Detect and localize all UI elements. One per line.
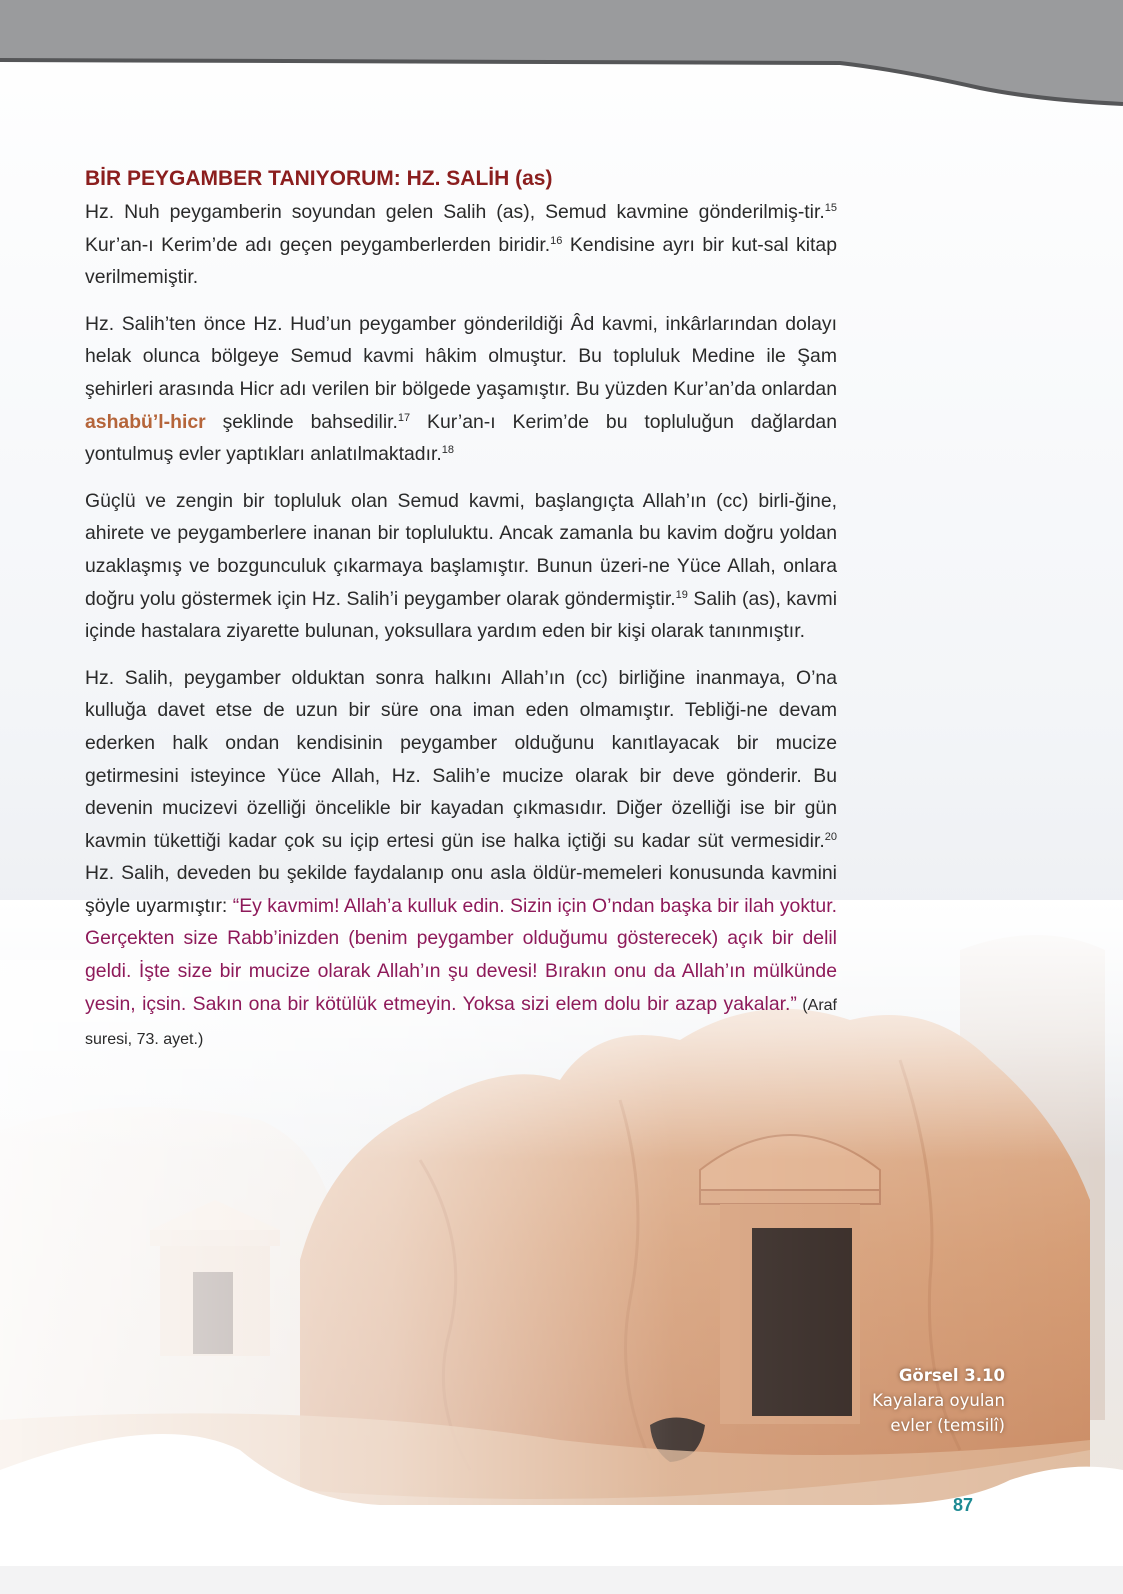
- paragraph-3: Güçlü ve zengin bir topluluk olan Semud kavmi, başlangıçta Allah’ın (cc) birli-ğine, ahirete ve peygamberlere inanan bir topluluktu. Ancak zamanla bu kavim doğru yoldan uzaklaşmış ve bozgunculuk çıkarmaya başlamıştır. Bunun üzeri-ne Yüce Allah, onlara doğru yolu göstermek için Hz. Salih’i peygamber olarak göndermiştir.$^{19}$ Salih (as), kavmi içinde hastalara ziyarette bulunan, yoksullara yardım eden bir kişi olarak tanınmıştır.: [85, 489, 838, 643]
- footnote-ref: 18: [441, 444, 454, 457]
- highlighted-term: ashabü’l-hicr: [85, 410, 206, 433]
- image-caption: [872, 1363, 1005, 1438]
- page-number: 87: [953, 1495, 974, 1515]
- footnote-ref: 17: [397, 411, 411, 424]
- main-content: [85, 164, 837, 1071]
- footnote-ref: 19: [675, 588, 688, 601]
- section-title: BİR PEYGAMBER TANIYORUM: HZ. SALİH (as): [85, 167, 553, 190]
- footnote-ref: 20: [824, 830, 837, 843]
- paragraph-4: Hz. Salih, peygamber olduktan sonra halkını Allah’ın (cc) birliğine inanmaya, O’na kulluğa davet etse de uzun bir süre ona iman eden olmamıştır. Tebliği-ne devam ederken halk ondan kendisinin peygamber olduğunu kanıtlayacak bir mucize getirmesini isteyince Yüce Allah, Hz. Salih’e mucize olarak bir deve gönderir. Bu devenin mucizevi özelliği öncelikle bir kayadan çıkmasıdır. Diğer özelliği ise bir gün kavmin tükettiği kadar çok su içip ertesi gün ise halka içtiği su kadar süt vermesidir.$^{20}$ Hz. Salih, deveden bu şekilde faydalanıp onu asla öldür-memeleri konusunda kavmini şöyle uyarmıştır: “Ey kavmim! Allah’a kulluk edin. Sizin için O’ndan başka bir ilah yoktur. Gerçekten size Rabb’inizden (benim peygamber olduğumu gösterecek) açık bir delil geldi. İşte size bir mucize olarak Allah’ın şu devesi! Bırakın onu da Allah’ın mülkünde yesin, içsin. Sakın ona bir kötülük etmeyin. Yoksa sizi elem dolu bir azap yakalar.” (Araf suresi, 73. ayet.): [85, 666, 837, 1049]
- paragraph-2: Hz. Salih’ten önce Hz. Hud’un peygamber gönderildiği Âd kavmi, inkârlarından dolayı helak olunca bölgeye Semud kavmi hâkim olmuştur. Bu topluluk Medine ile Şam şehirleri arasında Hicr adı verilen bir bölgede yaşamıştır. Bu yüzden Kur’an’da onlardan ashabü’l-hicr şeklinde bahsedilir.$^{17}$ Kur’an-ı Kerim’de bu topluluğun dağlardan yontulmuş evler yaptıkları anlatılmaktadır.$^{18}$: [85, 312, 837, 466]
- caption-label: Görsel 3.10: [898, 1366, 1005, 1385]
- verse-reference: (Araf suresi, 73. ayet.): [85, 996, 837, 1049]
- caption-line-2: evler (temsilî): [890, 1416, 1005, 1435]
- quran-quote: “Ey kavmim! Allah’a kulluk edin. Sizin için O’ndan başka bir ilah yoktur. Gerçekten size Rabb’inizden (benim peygamber olduğumu gösterecek) açık bir delil geldi. İşte size bir mucize olarak Allah’ın şu devesi! Bırakın onu da Allah’ın mülkünde yesin, içsin. Sakın ona bir kötülük etmeyin. Yoksa sizi elem dolu bir azap yakalar.”: [85, 894, 837, 1015]
- footnote-ref: 15: [824, 202, 837, 214]
- caption-line-1: Kayalara oyulan: [872, 1391, 1005, 1410]
- paragraph-1: Hz. Nuh peygamberin soyundan gelen Salih (as), Semud kavmine gönderilmiş-tir.$^{15}$ Kur’an-ı Kerim’de adı geçen peygamberlerden biridir.$^{16}$ Kendisine ayrı bir kut-sal kitap verilmemiştir.: [85, 201, 837, 289]
- footnote-ref: 16: [550, 234, 563, 247]
- header-band: [0, 0, 1123, 120]
